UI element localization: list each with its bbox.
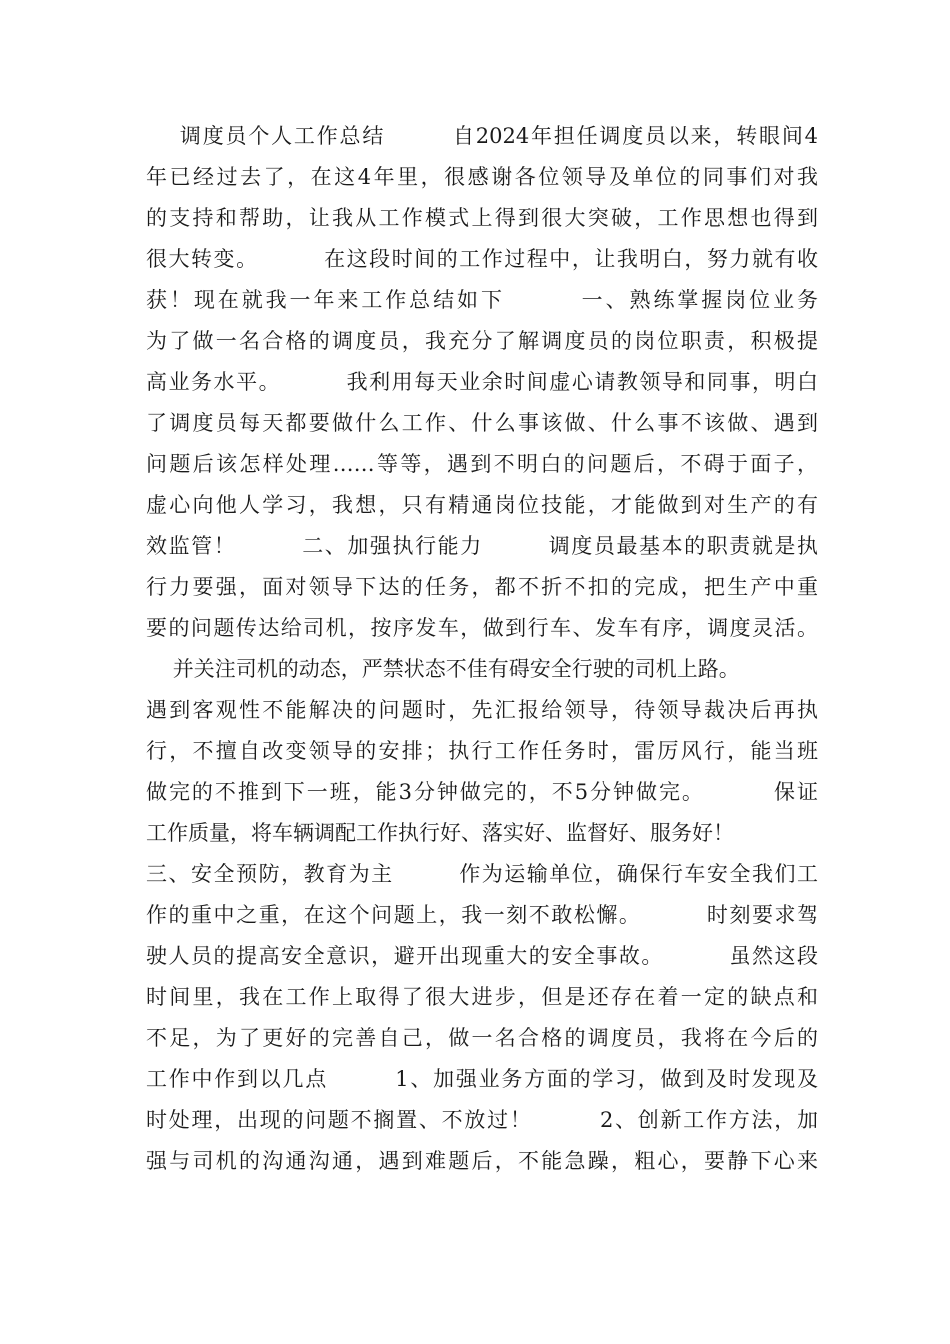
text-line: 驶人员的提高安全意识，避开出现重大的安全事故。 虽然这段 [146, 944, 818, 968]
text-line: 的支持和帮助，让我从工作模式上得到很大突破，工作思想也得到 [146, 206, 818, 230]
text-line: 为了做一名合格的调度员，我充分了解调度员的岗位职责，积极提 [146, 329, 818, 353]
text-line: 不足，为了更好的完善自己，做一名合格的调度员，我将在今后的 [146, 1026, 818, 1050]
text-line: 调度员个人工作总结 自2024年担任调度员以来，转眼间4 [146, 124, 818, 148]
text-line: 了调度员每天都要做什么工作、什么事该做、什么事不该做、遇到 [146, 411, 818, 435]
text-line: 时处理，出现的问题不搁置、不放过！ 2、创新工作方法，加 [146, 1108, 818, 1132]
text-line: 工作中作到以几点 1、加强业务方面的学习，做到及时发现及 [146, 1067, 818, 1091]
text-line: 问题后该怎样处理……等等，遇到不明白的问题后，不碍于面子， [146, 452, 818, 476]
text-line: 并关注司机的动态，严禁状态不佳有碍安全行驶的司机上路。 [146, 657, 740, 681]
text-line: 高业务水平。 我利用每天业余时间虚心请教领导和同事，明白 [146, 370, 818, 394]
text-line: 行力要强，面对领导下达的任务，都不折不扣的完成，把生产中重 [146, 575, 818, 599]
text-line: 做完的不推到下一班，能3分钟做完的，不5分钟做完。 保证 [146, 780, 818, 804]
text-line: 获！现在就我一年来工作总结如下 一、熟练掌握岗位业务 [146, 288, 818, 312]
text-line: 遇到客观性不能解决的问题时，先汇报给领导，待领导裁决后再执 [146, 698, 818, 722]
text-line: 虚心向他人学习，我想，只有精通岗位技能，才能做到对生产的有 [146, 493, 818, 517]
text-line: 强与司机的沟通沟通，遇到难题后，不能急躁，粗心，要静下心来 [146, 1149, 818, 1173]
text-line: 工作质量，将车辆调配工作执行好、落实好、监督好、服务好！ [146, 821, 734, 845]
text-line: 作的重中之重，在这个问题上，我一刻不敢松懈。 时刻要求驾 [146, 903, 818, 927]
body-text [146, 116, 818, 1182]
text-line: 很大转变。 在这段时间的工作过程中，让我明白，努力就有收 [146, 247, 818, 271]
text-line: 时间里，我在工作上取得了很大进步，但是还存在着一定的缺点和 [146, 985, 818, 1009]
text-line: 要的问题传达给司机，按序发车，做到行车、发车有序，调度灵活。 [146, 616, 818, 640]
text-line: 行，不擅自改变领导的安排；执行工作任务时，雷厉风行，能当班 [146, 739, 818, 763]
text-line: 效监管！ 二、加强执行能力 调度员最基本的职责就是执 [146, 534, 818, 558]
text-line: 年已经过去了，在这4年里，很感谢各位领导及单位的同事们对我 [146, 165, 818, 189]
text-line: 三、安全预防，教育为主 作为运输单位，确保行车安全我们工 [146, 862, 818, 886]
